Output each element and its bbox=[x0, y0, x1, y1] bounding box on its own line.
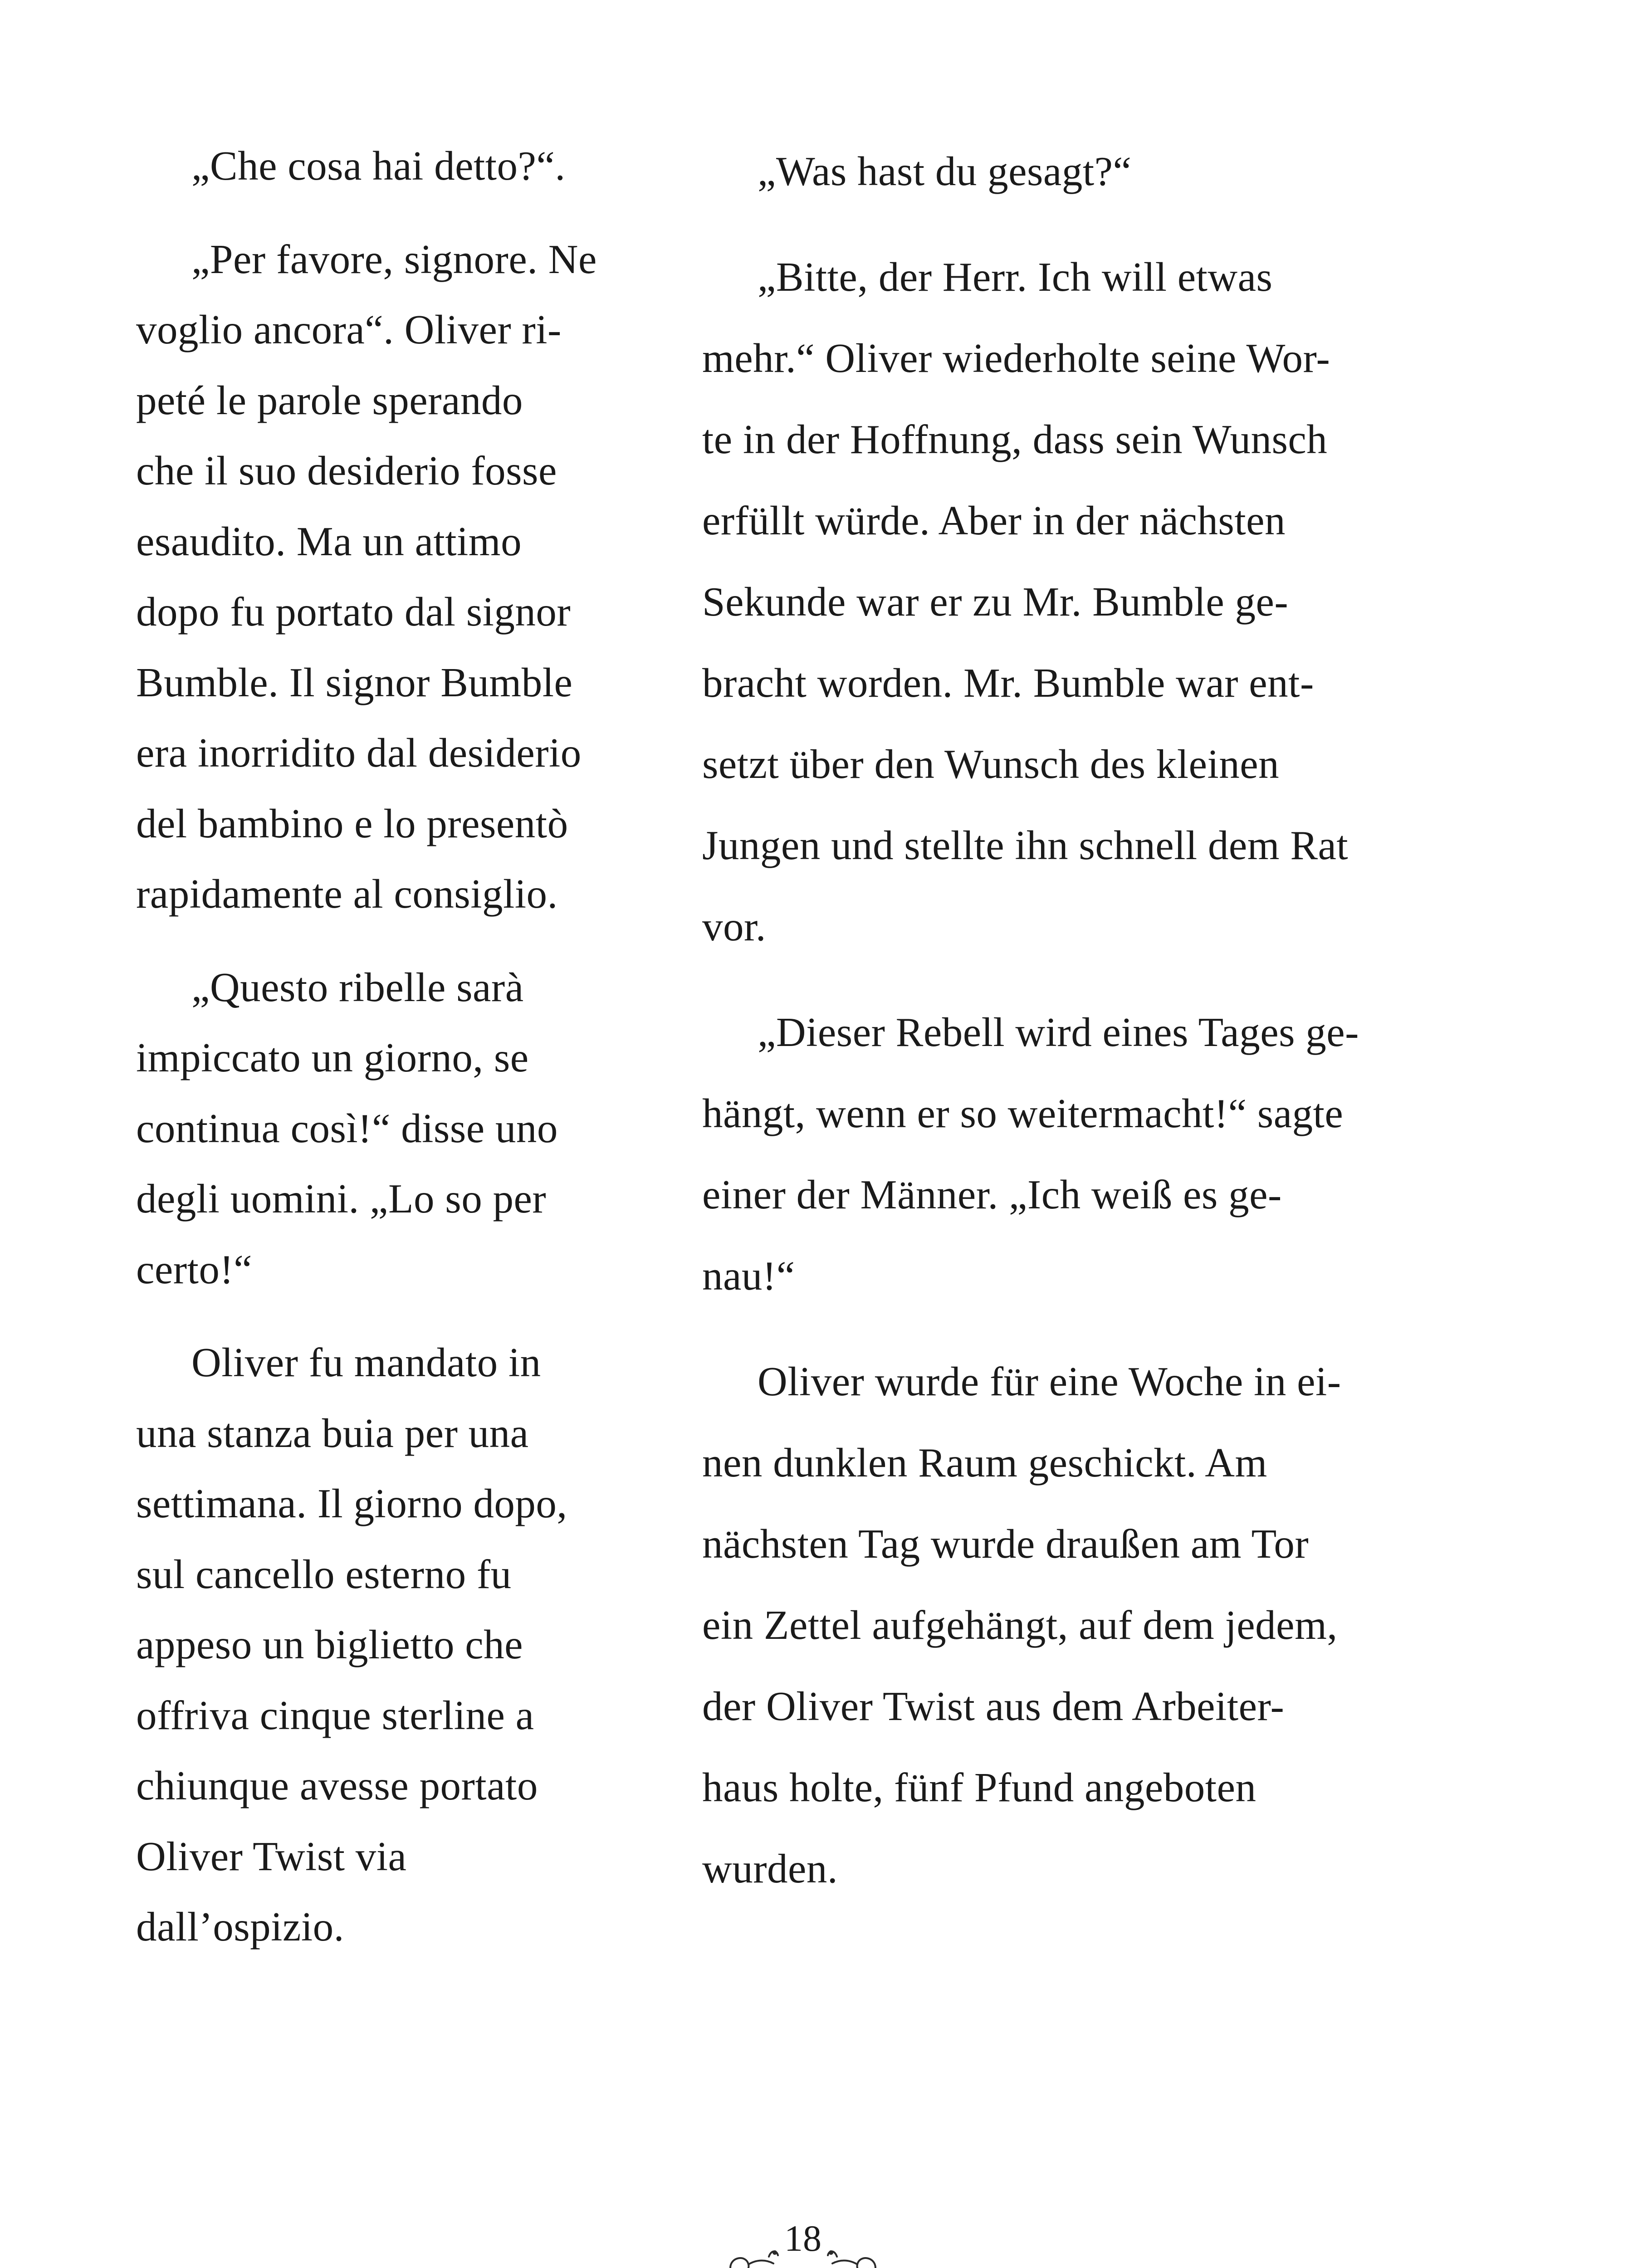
text-line: degli uomini. „Lo so per bbox=[136, 1176, 547, 1222]
text-line: „Was hast du gesagt?“ bbox=[758, 148, 1132, 194]
text-line: Oliver Twist via bbox=[136, 1833, 407, 1879]
text-line: che il suo desiderio fosse bbox=[136, 448, 557, 494]
text-line: Sekunde war er zu Mr. Bumble ge- bbox=[702, 579, 1289, 625]
text-line: nau!“ bbox=[702, 1253, 795, 1299]
text-line: bracht worden. Mr. Bumble war ent- bbox=[702, 660, 1314, 706]
text-line: continua così!“ disse uno bbox=[136, 1105, 558, 1151]
text-line: der Oliver Twist aus dem Arbeiter- bbox=[702, 1683, 1285, 1729]
german-paragraph bbox=[702, 236, 1497, 967]
italian-paragraph bbox=[136, 131, 680, 201]
text-line: Bumble. Il signor Bumble bbox=[136, 659, 573, 705]
text-line: erfüllt würde. Aber in der nächsten bbox=[702, 498, 1286, 543]
text-line: ein Zettel aufgehängt, auf dem jedem, bbox=[702, 1602, 1338, 1648]
text-line: te in der Hoffnung, dass sein Wunsch bbox=[702, 416, 1328, 462]
text-line: sul cancello esterno fu bbox=[136, 1551, 512, 1597]
text-line: voglio ancora“. Oliver ri- bbox=[136, 307, 562, 352]
text-line: esaudito. Ma un attimo bbox=[136, 518, 522, 564]
german-paragraph bbox=[702, 1341, 1497, 1909]
text-line: dopo fu portato dal signor bbox=[136, 589, 571, 635]
text-line: chiunque avesse portato bbox=[136, 1763, 538, 1809]
german-paragraph bbox=[702, 131, 1497, 212]
text-line: una stanza buia per una bbox=[136, 1410, 529, 1456]
text-line: setzt über den Wunsch des kleinen bbox=[702, 741, 1280, 787]
text-line: Oliver fu mandato in bbox=[191, 1339, 541, 1385]
text-line: nen dunklen Raum geschickt. Am bbox=[702, 1440, 1267, 1486]
text-line: appeso un biglietto che bbox=[136, 1622, 523, 1667]
text-line: rapidamente al consiglio. bbox=[136, 871, 558, 917]
text-line: era inorridito dal desiderio bbox=[136, 730, 582, 776]
text-line: „Che cosa hai detto?“. bbox=[191, 143, 566, 189]
page-footer bbox=[717, 2214, 889, 2268]
text-line: Jungen und stellte ihn schnell dem Rat bbox=[702, 822, 1349, 868]
italian-paragraph bbox=[136, 952, 680, 1305]
text-line: einer der Männer. „Ich weiß es ge- bbox=[702, 1172, 1282, 1217]
text-line: „Per favore, signore. Ne bbox=[191, 236, 597, 282]
text-line: „Questo ribelle sarà bbox=[191, 964, 524, 1010]
text-line: wurden. bbox=[702, 1846, 838, 1892]
german-paragraph bbox=[702, 992, 1497, 1316]
italian-text-column bbox=[136, 131, 680, 1985]
italian-paragraph bbox=[136, 1327, 680, 1962]
italian-paragraph bbox=[136, 224, 680, 929]
page-number: 18 bbox=[784, 2218, 821, 2259]
text-line: vor. bbox=[702, 904, 767, 949]
text-line: impiccato un giorno, se bbox=[136, 1035, 529, 1080]
text-line: del bambino e lo presentò bbox=[136, 800, 568, 846]
text-line: dall’ospizio. bbox=[136, 1904, 344, 1950]
text-line: nächsten Tag wurde draußen am Tor bbox=[702, 1521, 1309, 1567]
text-line: peté le parole sperando bbox=[136, 377, 523, 423]
text-line: Oliver wurde für eine Woche in ei- bbox=[758, 1359, 1341, 1404]
text-line: offriva cinque sterline a bbox=[136, 1692, 534, 1738]
text-line: hängt, wenn er so weitermacht!“ sagte bbox=[702, 1090, 1344, 1136]
text-line: settimana. Il giorno dopo, bbox=[136, 1481, 567, 1526]
german-text-column bbox=[702, 131, 1497, 1934]
text-line: certo!“ bbox=[136, 1246, 253, 1292]
text-line: haus holte, fünf Pfund angeboten bbox=[702, 1765, 1257, 1810]
text-line: „Dieser Rebell wird eines Tages ge- bbox=[758, 1009, 1359, 1055]
text-line: „Bitte, der Herr. Ich will etwas bbox=[758, 254, 1273, 300]
text-line: mehr.“ Oliver wiederholte seine Wor- bbox=[702, 335, 1330, 381]
